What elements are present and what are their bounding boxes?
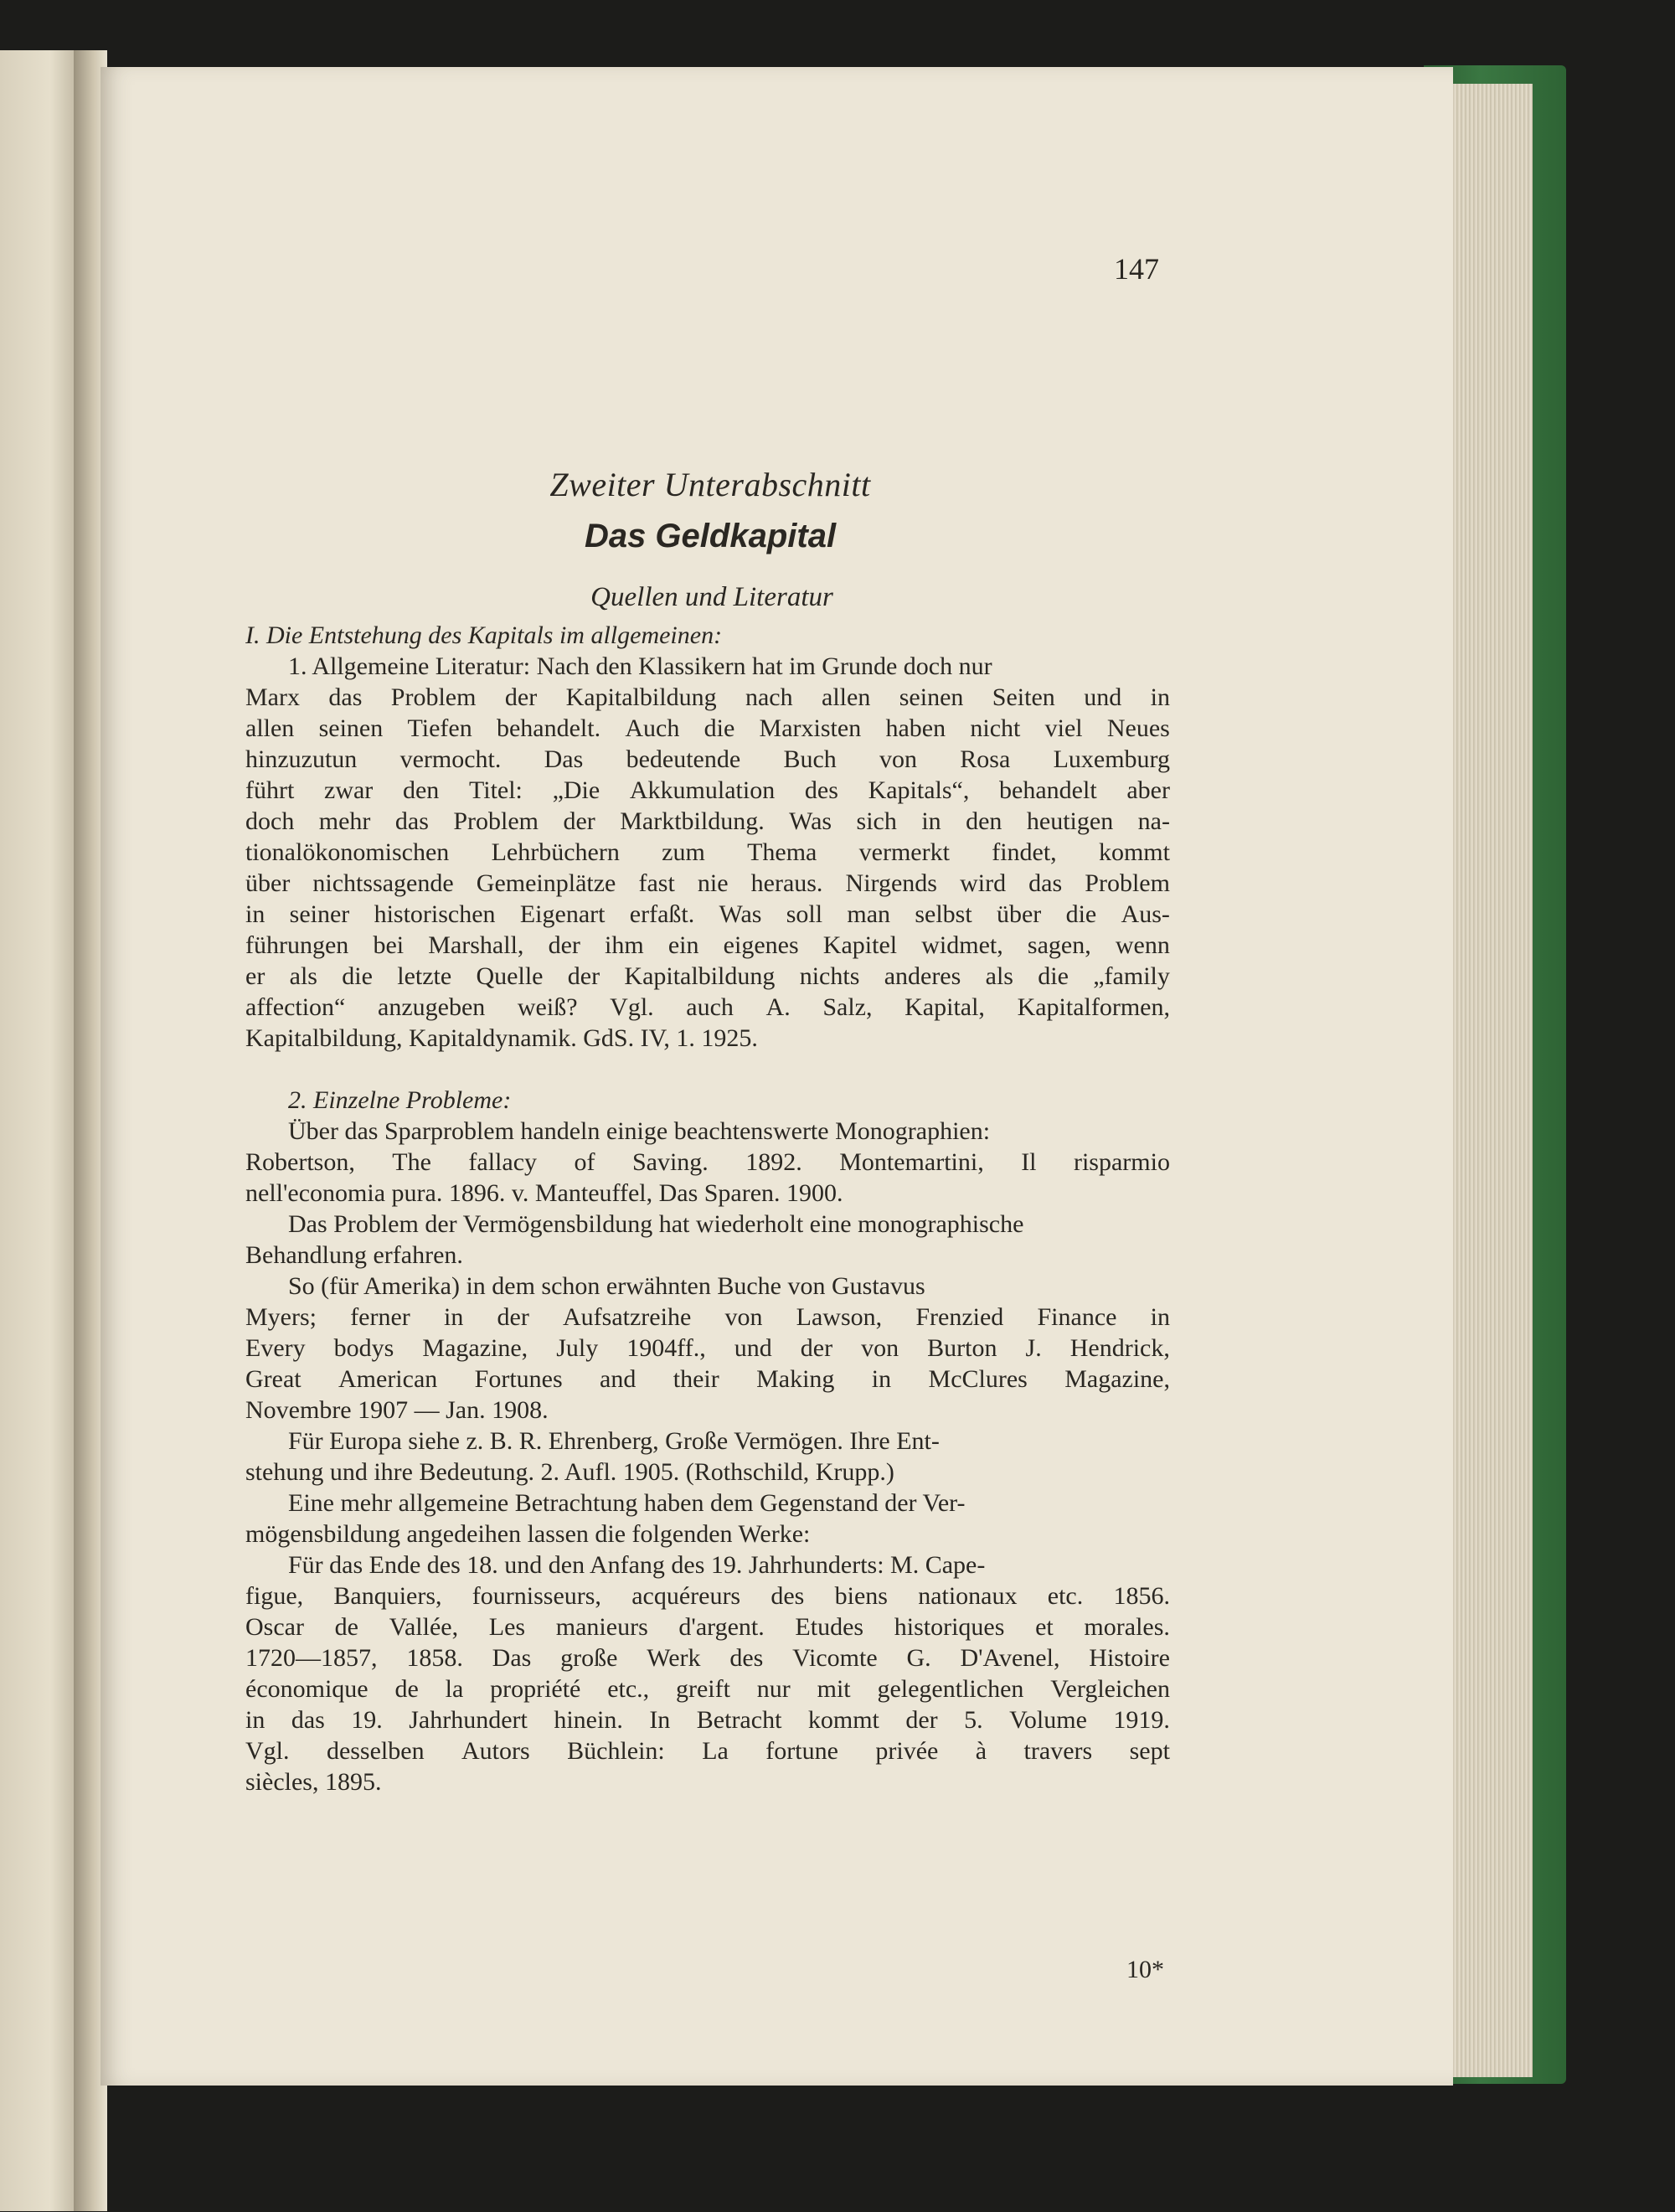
text-line: Für Europa siehe z. B. R. Ehrenberg, Große Vermögen. Ihre Ent- [288, 1427, 940, 1455]
page-number: 147 [1114, 252, 1159, 286]
text-line: allen seinen Tiefen behandelt. Auch die Marxisten haben nicht viel Neues [245, 714, 1170, 742]
text-line: Kapitalbildung, Kapitaldynamik. GdS. IV, 1. 1925. [245, 1024, 758, 1052]
subsection-heading: Zweiter Unterabschnitt [549, 466, 871, 503]
text-line: Every bodys Magazine, July 1904ff., und der von Burton J. Hendrick, [245, 1334, 1170, 1362]
text-line: Behandlung erfahren. [245, 1241, 463, 1269]
body-text [245, 1085, 1170, 1797]
text-line: in das 19. Jahrhundert hinein. In Betracht kommt der 5. Volume 1919. [245, 1706, 1170, 1734]
text-line: 1. Allgemeine Literatur: Nach den Klassikern hat im Grunde doch nur [288, 652, 992, 680]
text-line: affection“ anzugeben weiß? Vgl. auch A. Salz, Kapital, Kapitalformen, [245, 993, 1170, 1021]
printer-signature: 10* [1126, 1956, 1164, 1983]
body-text [245, 620, 1170, 1054]
section-title: Das Geldkapital [584, 518, 837, 554]
text-line: Marx das Problem der Kapitalbildung nach allen seinen Seiten und in [245, 683, 1170, 711]
left-page-edge [0, 50, 84, 2211]
text-line: mögensbildung angedeihen lassen die folgenden Werke: [245, 1520, 811, 1548]
text-line: I. Die Entstehung des Kapitals im allgemeinen: [245, 621, 723, 649]
text-line: hinzuzutun vermocht. Das bedeutende Buch von Rosa Luxemburg [245, 745, 1170, 773]
text-line: siècles, 1895. [245, 1768, 382, 1796]
text-line: Robertson, The fallacy of Saving. 1892. Montemartini, Il risparmio [245, 1148, 1170, 1176]
text-line: Myers; ferner in der Aufsatzreihe von Lawson, Frenzied Finance in [245, 1303, 1170, 1331]
text-line: stehung und ihre Bedeutung. 2. Aufl. 1905. (Rothschild, Krupp.) [245, 1458, 894, 1486]
text-line: nell'economia pura. 1896. v. Manteuffel, Das Sparen. 1900. [245, 1179, 843, 1207]
text-line: führungen bei Marshall, der ihm ein eigenes Kapitel widmet, sagen, wenn [245, 931, 1170, 959]
text-line: über nichtssagende Gemeinplätze fast nie heraus. Nirgends wird das Problem [245, 869, 1170, 897]
text-line: So (für Amerika) in dem schon erwähnten Buche von Gustavus [288, 1272, 925, 1300]
text-line: 2. Einzelne Probleme: [288, 1086, 512, 1114]
text-line: Das Problem der Vermögensbildung hat wiederholt eine monographische [288, 1210, 1024, 1238]
text-line: er als die letzte Quelle der Kapitalbildung nichts anderes als die „family [245, 962, 1170, 990]
text-line: économique de la propriété etc., greift nur mit gelegentlichen Vergleichen [245, 1675, 1170, 1703]
text-line: Vgl. desselben Autors Büchlein: La fortune privée à travers sept [245, 1737, 1170, 1765]
page-edges [1440, 84, 1533, 2077]
text-line: führt zwar den Titel: „Die Akkumulation des Kapitals“, behandelt aber [245, 776, 1170, 804]
text-line: Oscar de Vallée, Les manieurs d'argent. Etudes historiques et morales. [245, 1613, 1170, 1641]
sources-heading: Quellen und Literatur [590, 582, 833, 612]
text-line: figue, Banquiers, fournisseurs, acquéreurs des biens nationaux etc. 1856. [245, 1582, 1170, 1610]
text-line: Über das Sparproblem handeln einige beachtenswerte Monographien: [288, 1117, 991, 1145]
text-line: Für das Ende des 18. und den Anfang des 19. Jahrhunderts: M. Cape- [288, 1551, 986, 1579]
text-line: 1720—1857, 1858. Das große Werk des Vicomte G. D'Avenel, Histoire [245, 1644, 1170, 1672]
text-line: tionalökonomischen Lehrbüchern zum Thema vermerkt findet, kommt [245, 838, 1170, 866]
text-line: Great American Fortunes and their Making in McClures Magazine, [245, 1365, 1170, 1393]
text-line: Novembre 1907 — Jan. 1908. [245, 1396, 549, 1424]
text-line: in seiner historischen Eigenart erfaßt. Was soll man selbst über die Aus- [245, 900, 1170, 928]
text-line: doch mehr das Problem der Marktbildung. Was sich in den heutigen na- [245, 807, 1170, 835]
text-line: Eine mehr allgemeine Betrachtung haben dem Gegenstand der Ver- [288, 1489, 966, 1517]
